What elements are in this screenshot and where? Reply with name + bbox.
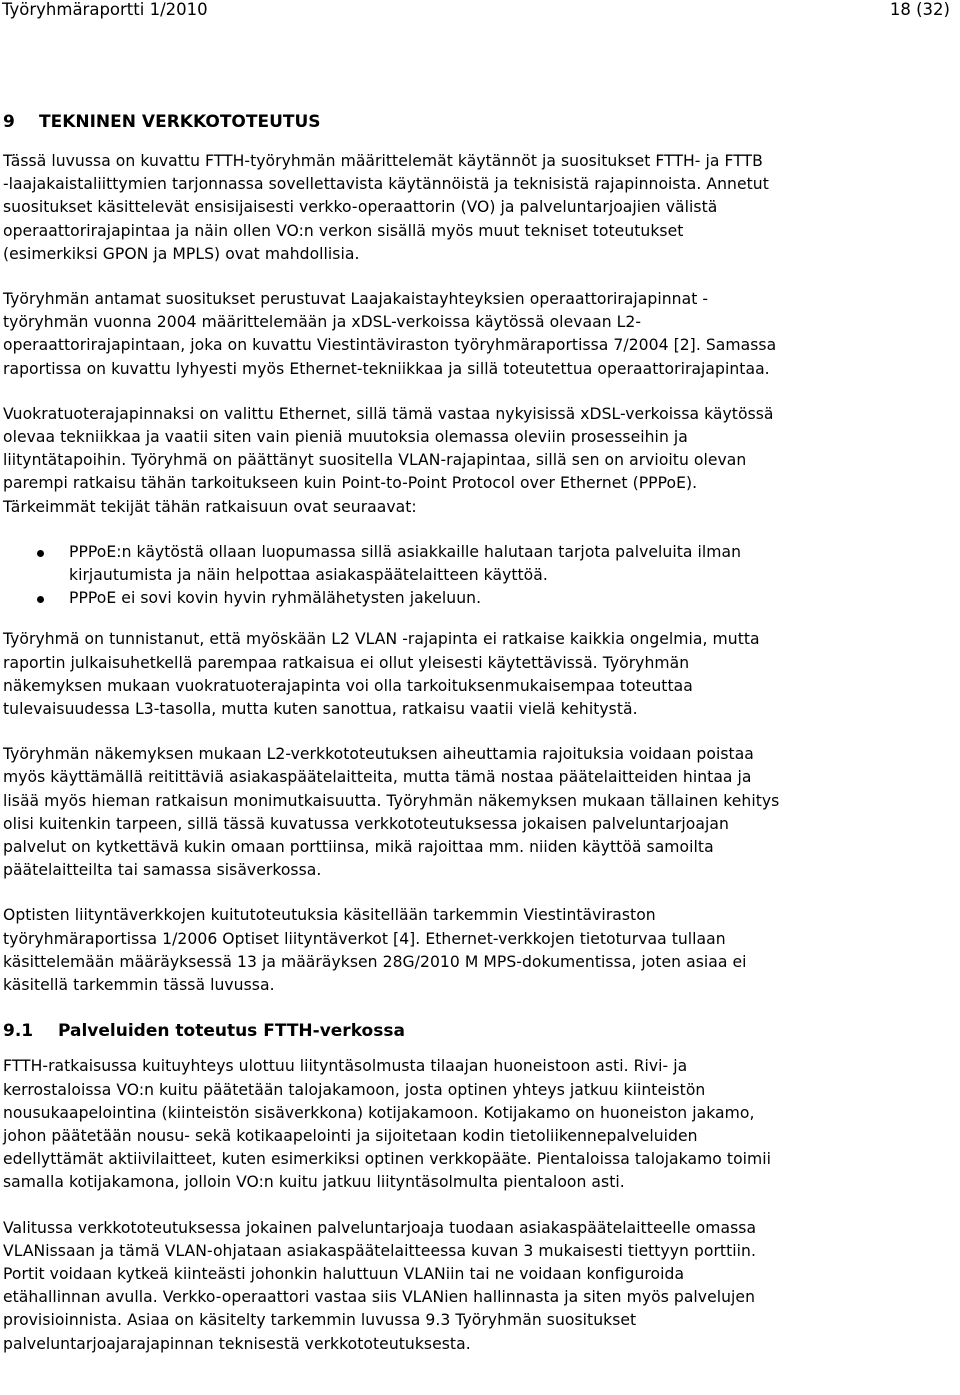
bullet-list xyxy=(3,541,958,611)
text-line: raportin julkaisuhetkellä parempaa ratkaisua ei ollut yleisesti käytettävissä. Työryhmän xyxy=(3,653,690,672)
text-line: myös käyttämällä reitittäviä asiakaspäätelaitteita, mutta tämä nostaa päätelaitteiden hintaa ja xyxy=(3,768,752,787)
text-line: Tässä luvussa on kuvattu FTTH-työryhmän määrittelemät käytännöt ja suositukset FTTH- ja FTTB xyxy=(3,152,763,170)
text-line: liityntätapoihin. Työryhmä on päättänyt suositella VLAN-rajapintaa, sillä sen on arvioitu olevan xyxy=(3,451,747,470)
text-line: työryhmäraportissa 1/2006 Optiset liityntäverkot [4]. Ethernet-verkkojen tietoturvaa tullaan xyxy=(3,929,726,948)
bullet-icon xyxy=(37,550,44,557)
paragraph-7 xyxy=(3,1055,958,1194)
text-line: operaattorirajapintaan, joka on kuvattu Viestintäviraston työryhmäraportissa 7/2004 [2]. Samassa xyxy=(3,336,777,355)
report-title: Työryhmäraportti 1/2010 xyxy=(2,0,208,19)
text-line: PPPoE ei sovi kovin hyvin ryhmälähetysten jakeluun. xyxy=(69,589,482,608)
text-line: Työryhmä on tunnistanut, että myöskään L2 VLAN -rajapinta ei ratkaise kaikkia ongelmia, mutta xyxy=(3,630,760,649)
section-title: TEKNINEN VERKKOTOTEUTUS xyxy=(39,112,321,132)
text-line: (esimerkiksi GPON ja MPLS) ovat mahdollisia. xyxy=(3,244,360,263)
paragraph-5 xyxy=(3,743,958,882)
text-line: etähallinnan avulla. Verkko-operaattori vastaa siis VLANien hallinnasta ja siten myös palvelujen xyxy=(3,1288,756,1307)
paragraph-8 xyxy=(3,1217,958,1356)
text-line: raportissa on kuvattu lyhyesti myös Ethernet-tekniikkaa ja sillä toteutettua operaattorirajapintaa. xyxy=(3,359,770,378)
text-line: edellyttämät aktiivilaitteet, kuten esimerkiksi optinen verkkopääte. Pientaloissa talojakamo toimii xyxy=(3,1150,772,1169)
text-line: Vuokratuoterajapinnaksi on valittu Ethernet, sillä tämä vastaa nykyisissä xDSL-verkoissa käytössä xyxy=(3,404,774,423)
list-item xyxy=(3,587,958,610)
page-number: 18 (32) xyxy=(889,0,950,19)
text-line: provisioinnista. Asiaa on käsitelty tarkemmin luvussa 9.3 Työryhmän suositukset xyxy=(3,1311,637,1330)
text-line: työryhmän vuonna 2004 määrittelemään ja xDSL-verkoissa käytössä olevaan L2- xyxy=(3,313,642,332)
list-item xyxy=(3,541,958,587)
document-body xyxy=(3,110,958,1374)
section-heading-9-1 xyxy=(3,1019,958,1043)
paragraph-4 xyxy=(3,628,958,721)
section-number: 9 xyxy=(3,112,15,132)
text-line: -laajakaistaliittymien tarjonnassa sovellettavista käytännöistä ja teknisistä rajapinnoista. Annetut xyxy=(3,175,769,194)
bullet-icon xyxy=(37,596,44,603)
text-line: olisi kuitenkin tarpeen, sillä tässä kuvatussa verkkototeutuksessa jokaisen palveluntarjoajan xyxy=(3,814,729,833)
text-line: parempi ratkaisu tähän tarkoitukseen kuin Point-to-Point Protocol over Ethernet (PPPoE). xyxy=(3,474,698,493)
text-line: olevaa tekniikkaa ja vaatii siten vain pieniä muutoksia olemassa oleviin prosesseihin ja xyxy=(3,428,688,447)
text-line: näkemyksen mukaan vuokratuoterajapinta voi olla tarkoituksenmukaisempaa toteuttaa xyxy=(3,676,693,695)
text-line: Tärkeimmät tekijät tähän ratkaisuun ovat seuraavat: xyxy=(3,497,417,516)
text-line: käsittelemään määräyksessä 13 ja määräyksen 28G/2010 M MPS-dokumentissa, joten asiaa ei xyxy=(3,952,747,971)
section-heading-9 xyxy=(3,110,958,134)
text-line: käsitellä tarkemmin tässä luvussa. xyxy=(3,976,275,995)
text-line: Työryhmän antamat suositukset perustuvat Laajakaistayhteyksien operaattorirajapinnat - xyxy=(3,290,709,309)
text-line: Valitussa verkkototeutuksessa jokainen palveluntarjoaja tuodaan asiakaspäätelaitteelle omassa xyxy=(3,1218,757,1237)
text-line: kerrostaloissa VO:n kuitu päätetään talojakamoon, josta optinen yhteys jatkuu kiinteistön xyxy=(3,1080,706,1099)
paragraph-2 xyxy=(3,288,958,381)
text-line: Optisten liityntäverkkojen kuitutoteutuksia käsitellään tarkemmin Viestintäviraston xyxy=(3,906,656,925)
page-header xyxy=(0,0,960,22)
paragraph-3 xyxy=(3,403,958,519)
text-line: PPPoE:n käytöstä ollaan luopumassa sillä asiakkaille halutaan tarjota palveluita ilman xyxy=(69,542,742,561)
text-line: johon päätetään nousu- sekä kotikaapelointi ja sijoitetaan kodin tietoliikennepalveluiden xyxy=(3,1126,698,1145)
text-line: nousukaapelointina (kiinteistön sisäverkkona) kotijakamoon. Kotijakamo on huoneiston jakamo, xyxy=(3,1103,755,1122)
paragraph-6 xyxy=(3,904,958,997)
text-line: FTTH-ratkaisussa kuituyhteys ulottuu liityntäsolmusta tilaajan huoneistoon asti. Rivi- ja xyxy=(3,1057,688,1076)
text-line: VLANissaan ja tämä VLAN-ohjataan asiakaspäätelaitteessa kuvan 3 mukaisesti tiettyyn porttiin. xyxy=(3,1241,756,1260)
section-title: Palveluiden toteutus FTTH-verkossa xyxy=(58,1021,405,1042)
text-line: operaattorirajapintaa ja näin ollen VO:n verkon sisällä myös muut tekniset toteutukset xyxy=(3,221,684,240)
text-line: päätelaitteilta tai samassa sisäverkossa. xyxy=(3,861,322,880)
section-number: 9.1 xyxy=(3,1021,34,1042)
text-line: palveluntarjoajarajapinnan teknisestä verkkototeutuksesta. xyxy=(3,1334,471,1353)
text-line: kirjautumista ja näin helpottaa asiakaspäätelaitteen käyttöä. xyxy=(69,566,548,585)
text-line: Työryhmän näkemyksen mukaan L2-verkkototeutuksen aiheuttamia rajoituksia voidaan poistaa xyxy=(3,745,754,764)
text-line: samalla kotijakamona, jolloin VO:n kuitu jatkuu liityntäsolmulta pientaloon asti. xyxy=(3,1173,625,1192)
paragraph-1 xyxy=(3,150,958,266)
text-line: tulevaisuudessa L3-tasolla, mutta kuten sanottua, ratkaisu vaatii vielä kehitystä. xyxy=(3,700,638,719)
text-line: Portit voidaan kytkeä kiinteästi johonkin haluttuun VLANiin tai ne voidaan konfiguroida xyxy=(3,1264,685,1283)
text-line: suositukset käsittelevät ensisijaisesti verkko-operaattorin (VO) ja palveluntarjoajien välistä xyxy=(3,198,718,217)
text-line: lisää myös hieman ratkaisun monimutkaisuutta. Työryhmän näkemyksen mukaan tällainen kehitys xyxy=(3,791,780,810)
text-line: palvelut on kytkettävä kukin omaan porttiinsa, mikä rajoittaa mm. niiden käyttöä samoilta xyxy=(3,838,714,857)
